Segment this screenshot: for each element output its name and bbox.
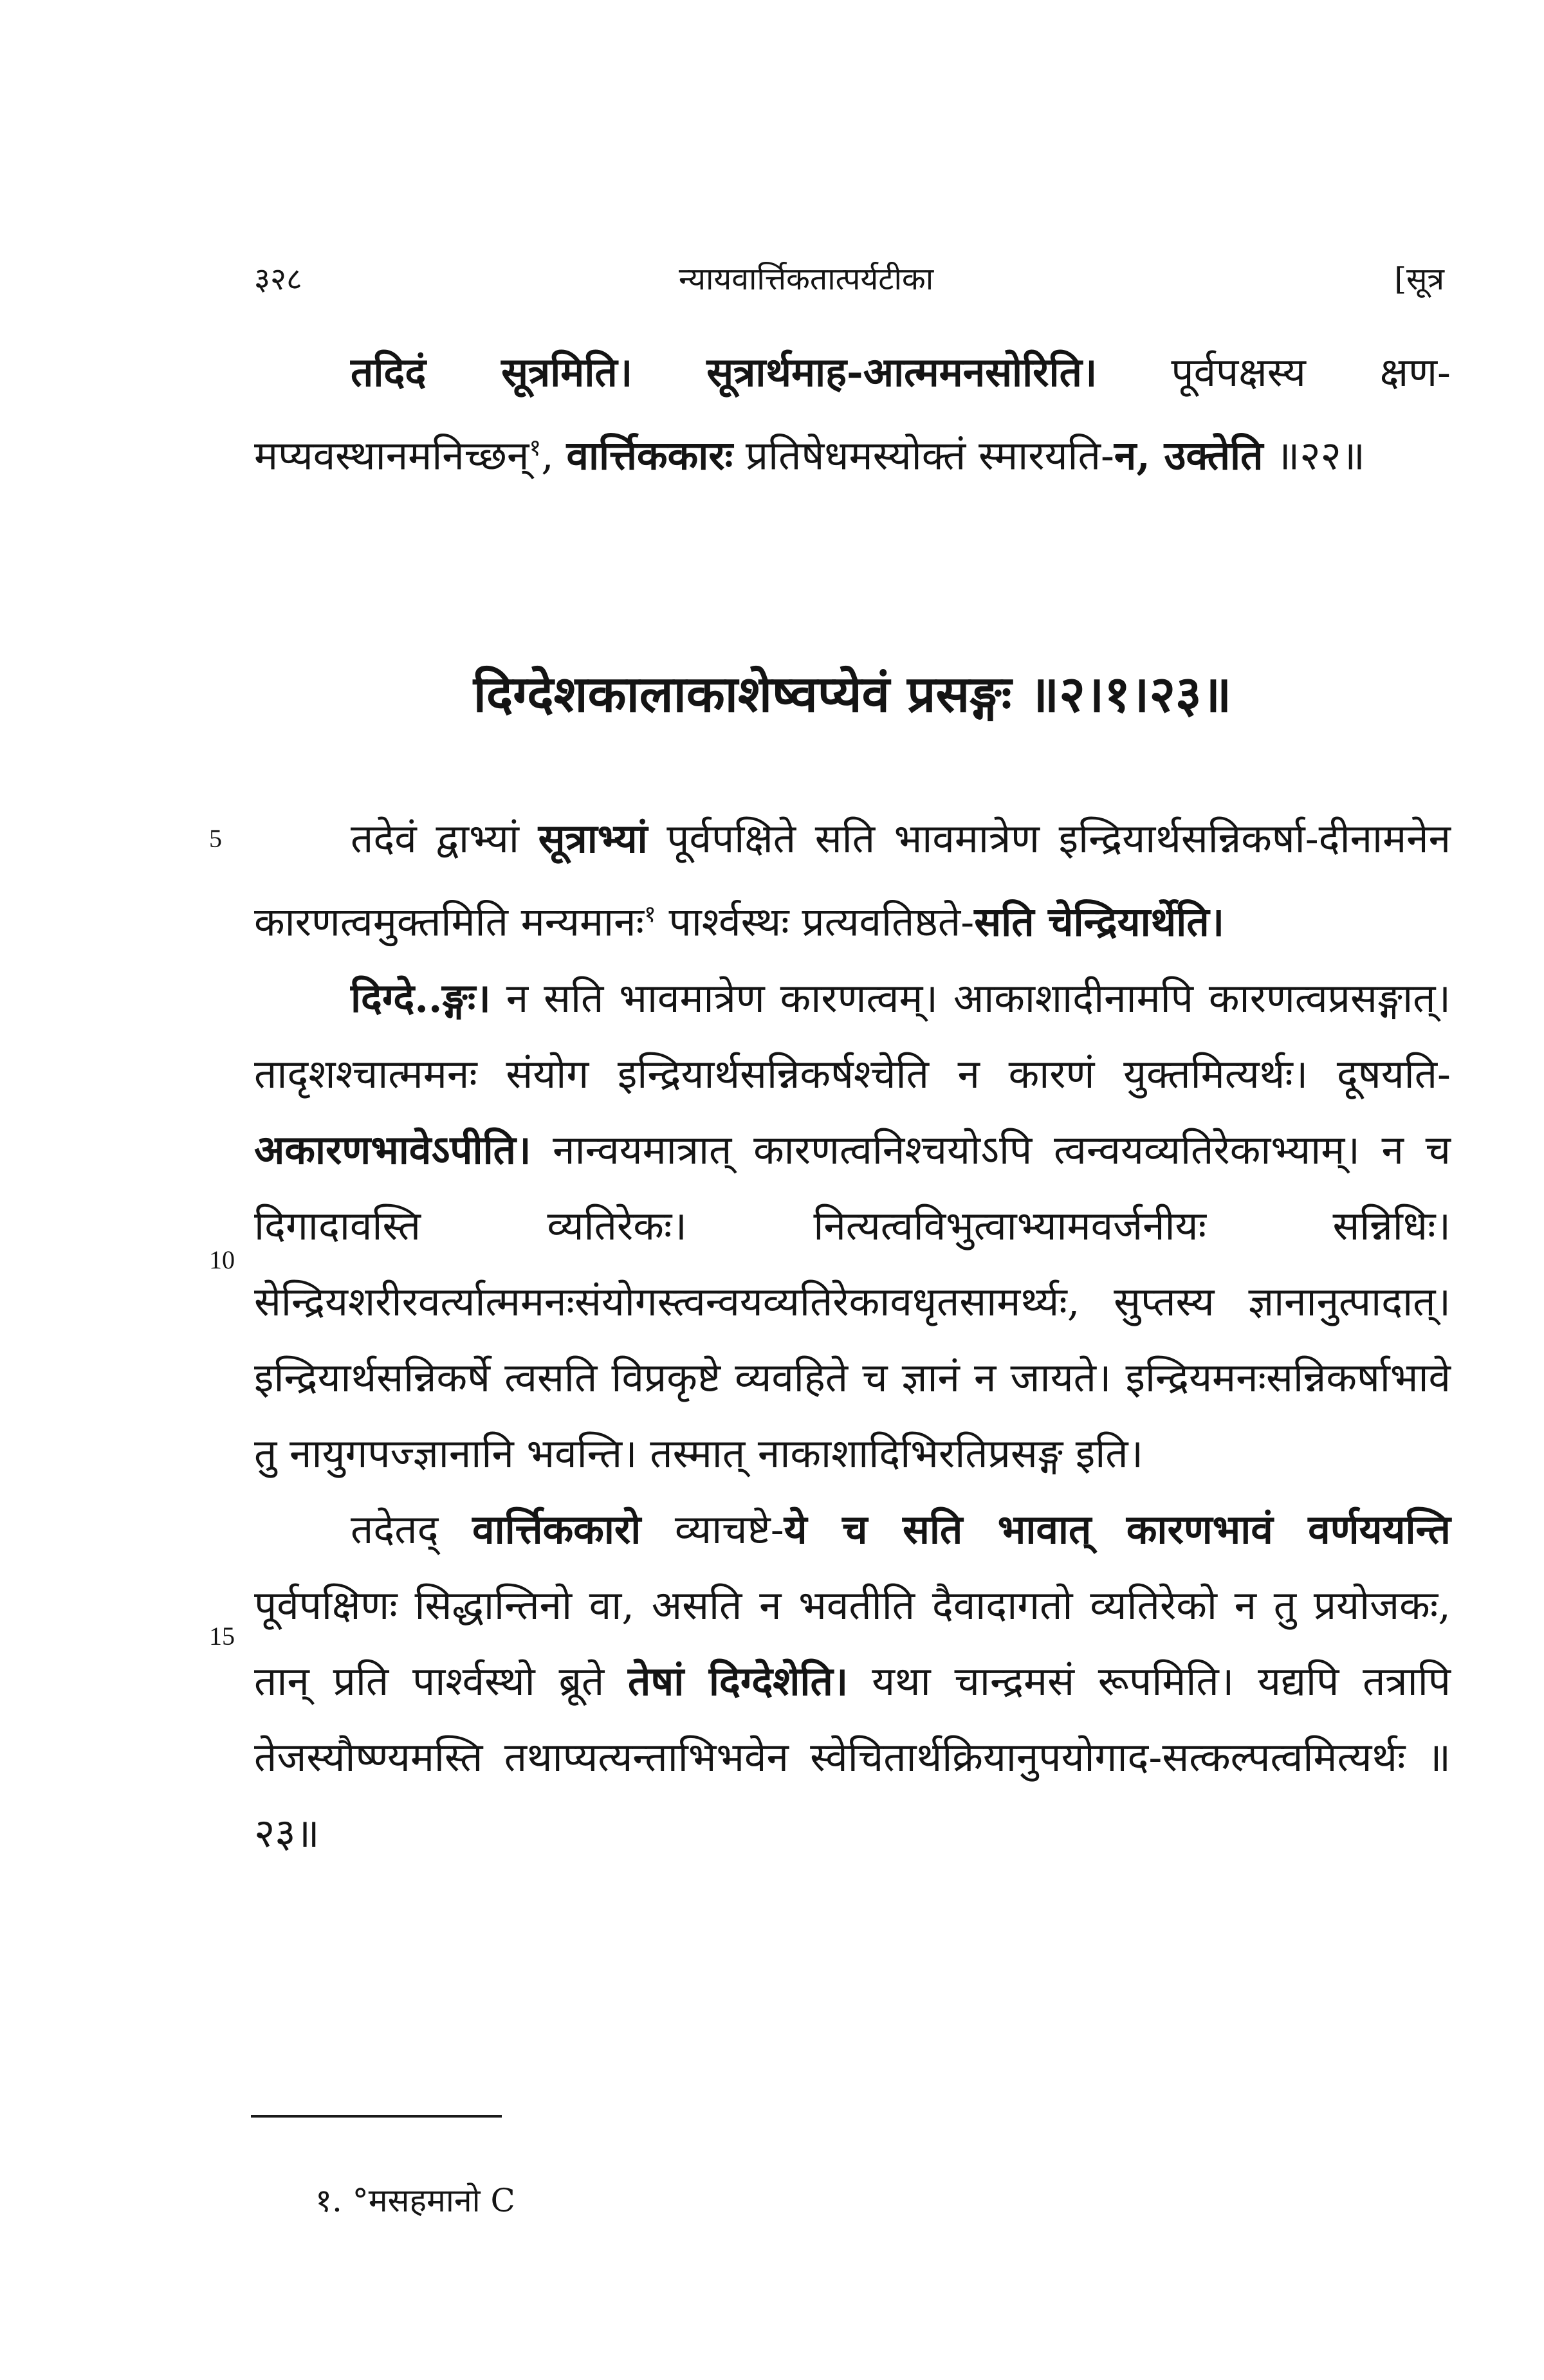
bold-phrase: वार्त्तिककारः — [566, 432, 733, 479]
bold-phrase: सूत्रार्थमाह-आत्ममनसोरिति। — [706, 349, 1098, 396]
text-run: प्रतिषेधमस्योक्तं स्मारयति- — [733, 432, 1114, 479]
text-run: पार्श्वस्थः प्रत्यवतिष्ठते- — [656, 898, 975, 946]
paragraph-4 — [254, 1492, 1451, 1871]
bold-phrase: वार्त्तिककारो — [472, 1505, 641, 1553]
bold-phrase: सूत्राभ्यां — [538, 815, 648, 862]
paragraph-3 — [254, 960, 1451, 1492]
bold-phrase: अकारणभावेऽपीति। — [254, 1126, 531, 1173]
footnote-ref: १ — [529, 435, 542, 461]
sutra-heading: दिग्देशकालाकाशेष्वप्येवं प्रसङ्गः ॥२।१।२३॥ — [473, 665, 1232, 724]
bold-phrase: तदिदं सूत्रमिति। — [351, 349, 633, 396]
text-run: तदेवं द्वाभ्यां — [351, 815, 538, 862]
text-run: न सति भावमात्रेण कारणत्वम्। आकाशादीनामपि कारणत्वप्रसङ्गात्। तादृशश्चात्ममनः संयोग इन्द्रियार्थसन्निकर्षश्चेति न कारणं युक्तमित्यर्थः। दूषयति- — [254, 974, 1451, 1097]
text-run: तदेतद् — [351, 1505, 473, 1553]
text-run: पूर्वपक्षिणः सिद्धान्तिनो वा, असति न भवतीति दैवादागतो व्यतिरेको न तु प्रयोजकः, तान् प्रति पार्श्वस्थो ब्रूते — [254, 1581, 1451, 1705]
commentary-body — [254, 801, 1451, 1871]
bold-phrase: सति चेन्द्रियार्थेति। — [974, 898, 1225, 946]
bold-phrase: दिग्दे..ङ्गः। — [351, 974, 491, 1021]
paragraph-1 — [254, 334, 1451, 494]
text-run: व्याचष्टे- — [641, 1505, 784, 1553]
text-run: , — [541, 432, 567, 479]
text-run: पूर्वपक्षस्य क्षण-मप्यवस्थानमनिच्छन् — [254, 349, 1451, 479]
page-number: ३२८ — [254, 261, 302, 297]
line-number: 10 — [209, 1245, 235, 1274]
bold-phrase: न, उक्तेति — [1114, 432, 1264, 479]
section-marker: [सूत्र — [1394, 261, 1444, 297]
line-number: 5 — [209, 824, 222, 853]
bold-phrase: ये च सति भावात् कारणभावं वर्णययन्ति — [784, 1505, 1451, 1553]
verse-number: ॥२२॥ — [1263, 432, 1365, 479]
footnote: १. °मसहमानो C — [315, 2182, 515, 2219]
line-number: 15 — [209, 1622, 235, 1651]
text-run: पूर्वपक्षिते सति भावमात्रेण इन्द्रियार्थसन्निकर्षा-दीनामनेन कारणत्वमुक्तमिति मन्यमानः — [254, 815, 1451, 946]
text-run: यथा चान्द्रमसं रूपमिति। यद्यपि तत्रापि तेजस्यौष्ण्यमस्ति तथाप्यत्यन्ताभिभवेन स्वेचितार्थक्रियानुपयोगाद-सत्कल्पत्वमित्यर्थः ॥२३॥ — [254, 1657, 1451, 1856]
bold-phrase: तेषां दिग्देशेति। — [628, 1657, 849, 1705]
paragraph-2 — [254, 801, 1451, 960]
footnote-divider — [251, 2115, 502, 2118]
text-run: नान्वयमात्रात् कारणत्वनिश्चयोऽपि त्वन्वयव्यतिरेकाभ्याम्। न च दिगादावस्ति व्यतिरेकः। नित्यत्वविभुत्वाभ्यामवर्जनीयः सन्निधिः। सेन्द्रियशरीरवर्त्यात्ममनःसंयोगस्त्वन्वयव्यतिरेकावधृतसामर्थ्यः, सुप्तस्य ज्ञानानुत्पादात्। इन्द्रियार्थसन्निकर्षे त्वसति विप्रकृष्टे व्यवहिते च ज्ञानं न जायते। इन्द्रियमनःसन्निकर्षाभावे तु नायुगपज्ज्ञानानि भवन्ति। तस्मात् नाकाशादिभिरतिप्रसङ्ग इति। — [254, 1126, 1451, 1477]
running-title: न्यायवार्त्तिकतात्पर्यटीका — [679, 261, 934, 297]
running-header — [254, 257, 1444, 315]
footnote-ref: १ — [644, 901, 656, 928]
